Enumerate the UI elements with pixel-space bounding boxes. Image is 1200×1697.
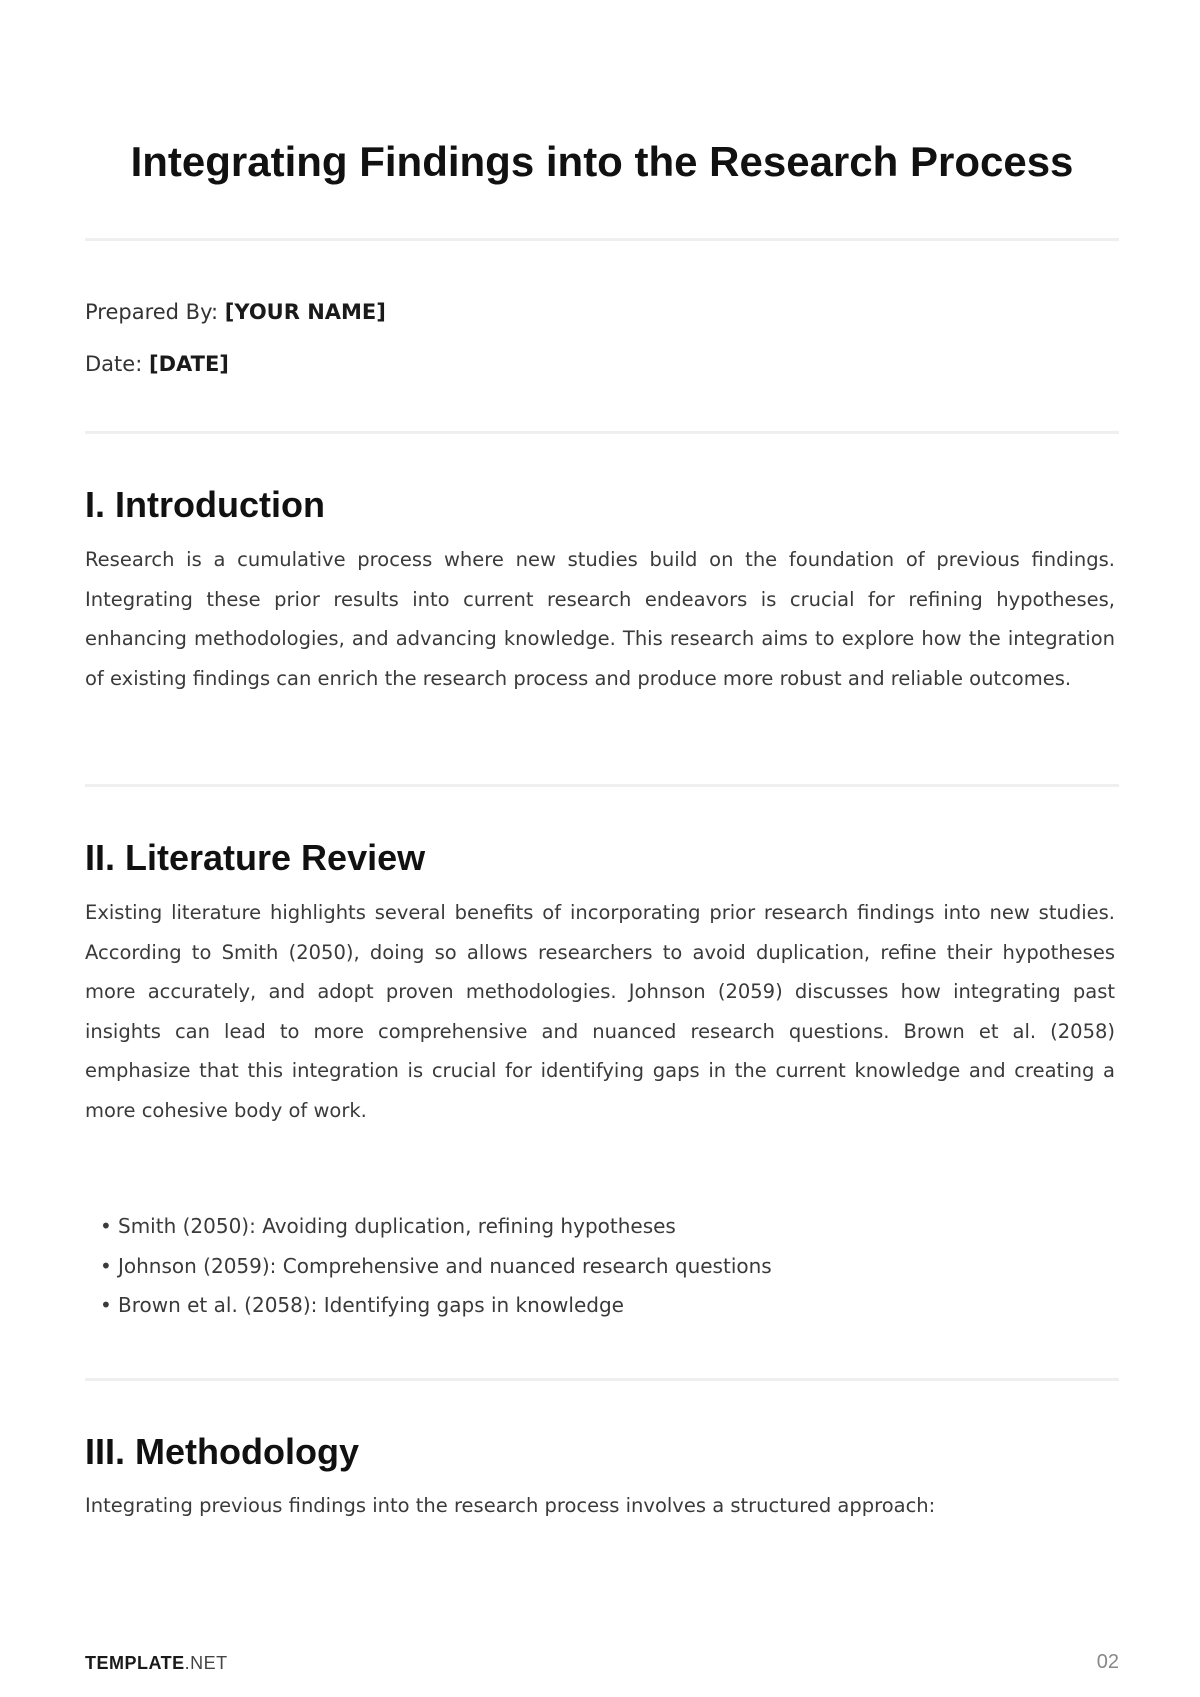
brand-name-suffix: .NET (184, 1653, 228, 1673)
methodology-paragraph: Integrating previous findings into the research process involves a structured approach: (85, 1494, 936, 1517)
list-item (100, 1207, 772, 1247)
bullet-icon: • (100, 1214, 112, 1238)
list-item-text: Brown et al. (2058): Identifying gaps in knowledge (118, 1293, 624, 1317)
literature-review-heading: II. Literature Review (85, 837, 426, 878)
date-value: [DATE] (148, 352, 229, 376)
list-item (100, 1247, 772, 1287)
date-label: Date: (85, 352, 143, 376)
introduction-paragraph: Research is a cumulative process where new studies build on the foundation of previous findings. Integrating these prior results into current research endeavors is crucial for refining hypotheses, enhancing methodologies, and advancing knowledge. This research aims to explore how the integration of existing findings can enrich the research process and produce more robust and reliable outcomes. (85, 548, 1115, 690)
title-divider (85, 238, 1119, 241)
bullet-icon: • (100, 1253, 112, 1278)
introduction-heading: I. Introduction (85, 484, 325, 525)
methodology-heading: III. Methodology (85, 1431, 359, 1472)
prepared-by-label: Prepared By: (85, 300, 219, 324)
document-title: Integrating Findings into the Research Process (130, 138, 1074, 185)
prepared-by-line (85, 297, 386, 327)
footer-brand-logo (85, 1651, 228, 1675)
page-number: 02 (1096, 1651, 1119, 1673)
document-page (85, 0, 1119, 1697)
meta-divider (85, 431, 1119, 434)
literature-review-paragraph: Existing literature highlights several benefits of incorporating prior research findings into new studies. According to Smith (2050), doing so allows researchers to avoid duplication, refine their hypotheses more accurately, and adopt proven methodologies. Johnson (2059) discusses how integrating past insights can lead to more comprehensive and nuanced research questions. Brown et al. (2058) emphasize that this integration is crucial for identifying gaps in the current knowledge and creating a more cohesive body of work. (85, 901, 1115, 1122)
literature-divider (85, 1378, 1119, 1381)
date-line (85, 349, 229, 379)
list-item-text: Smith (2050): Avoiding duplication, refining hypotheses (118, 1214, 676, 1238)
list-item-text: Johnson (2059): Comprehensive and nuanced research questions (118, 1253, 772, 1278)
list-item (100, 1286, 772, 1326)
prepared-by-value: [YOUR NAME] (224, 300, 386, 324)
introduction-divider (85, 784, 1119, 787)
literature-bullet-list (100, 1207, 772, 1326)
bullet-icon: • (100, 1293, 112, 1317)
brand-name-bold: TEMPLATE (85, 1653, 185, 1673)
